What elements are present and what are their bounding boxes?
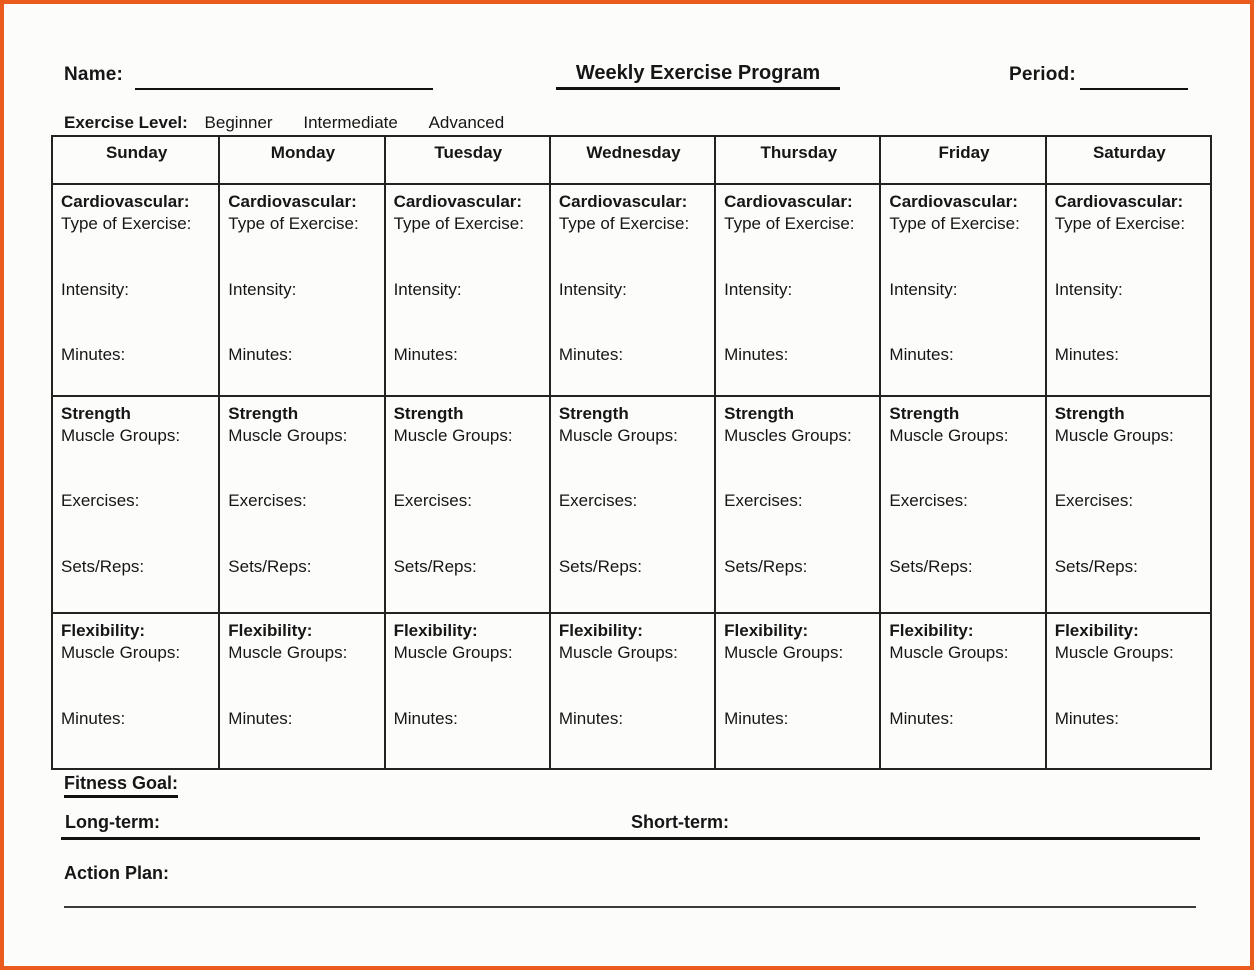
cardio-heading: Cardiovascular: <box>1054 192 1184 211</box>
day-column-monday <box>218 137 383 768</box>
period-label: Period: <box>1009 64 1076 85</box>
day-column-sunday <box>53 137 218 768</box>
strength-muscle-label: Muscles Groups: <box>724 426 852 445</box>
cardio-cell[interactable] <box>386 183 549 395</box>
cardio-type-label: Type of Exercise: <box>1054 214 1186 233</box>
cardio-type-label: Type of Exercise: <box>228 214 359 233</box>
strength-cell[interactable] <box>716 395 879 612</box>
fitness-goal-label <box>64 773 178 798</box>
strength-heading: Strength <box>61 404 131 423</box>
exercise-level-label: Exercise Level: <box>64 113 188 132</box>
action-plan-fill-in-line[interactable] <box>64 883 1196 908</box>
flexibility-minutes-label: Minutes: <box>228 709 293 728</box>
cardio-minutes-label: Minutes: <box>889 345 954 364</box>
strength-cell[interactable] <box>881 395 1044 612</box>
flexibility-heading: Flexibility: <box>1054 621 1139 640</box>
day-header <box>881 137 1044 183</box>
short-term-label: Short-term: <box>631 812 729 832</box>
name-fill-in-line[interactable] <box>135 64 433 90</box>
strength-muscle-label: Muscle Groups: <box>889 426 1009 445</box>
flexibility-heading: Flexibility: <box>558 621 643 640</box>
day-column-saturday <box>1045 137 1210 768</box>
cardio-cell[interactable] <box>1047 183 1210 395</box>
flexibility-minutes-label: Minutes: <box>1054 709 1119 728</box>
cardio-cell[interactable] <box>551 183 714 395</box>
day-label: Sunday <box>105 143 168 162</box>
flexibility-muscle-label: Muscle Groups: <box>724 643 844 662</box>
flexibility-cell[interactable] <box>716 612 879 768</box>
name-label: Name: <box>64 64 124 85</box>
flexibility-heading: Flexibility: <box>393 621 478 640</box>
exercise-level-row <box>64 113 504 133</box>
flexibility-minutes-label: Minutes: <box>393 709 458 728</box>
strength-exercises-label: Exercises: <box>1054 491 1134 510</box>
strength-exercises-label: Exercises: <box>393 491 472 510</box>
cardio-minutes-label: Minutes: <box>1054 345 1119 364</box>
strength-exercises-label: Exercises: <box>724 491 803 510</box>
flexibility-heading: Flexibility: <box>61 621 146 640</box>
cardio-intensity-label: Intensity: <box>558 280 627 299</box>
flexibility-minutes-label: Minutes: <box>61 709 126 728</box>
strength-cell[interactable] <box>53 395 218 612</box>
level-option-intermediate[interactable]: Intermediate <box>303 113 398 132</box>
cardio-heading: Cardiovascular: <box>393 192 523 211</box>
action-plan-label: Action Plan: <box>64 863 170 883</box>
strength-exercises-label: Exercises: <box>61 491 140 510</box>
strength-cell[interactable] <box>551 395 714 612</box>
strength-muscle-label: Muscle Groups: <box>61 426 181 445</box>
day-column-tuesday <box>384 137 549 768</box>
cardio-cell[interactable] <box>716 183 879 395</box>
flexibility-minutes-label: Minutes: <box>558 709 624 728</box>
strength-heading: Strength <box>724 404 795 423</box>
flexibility-cell[interactable] <box>1047 612 1210 768</box>
cardio-intensity-label: Intensity: <box>61 280 130 299</box>
strength-muscle-label: Muscle Groups: <box>393 426 513 445</box>
flexibility-muscle-label: Muscle Groups: <box>393 643 513 662</box>
day-label: Wednesday <box>586 143 681 162</box>
cardio-heading: Cardiovascular: <box>724 192 853 211</box>
day-column-friday <box>879 137 1044 768</box>
strength-sets-label: Sets/Reps: <box>1054 557 1138 576</box>
cardio-minutes-label: Minutes: <box>724 345 789 364</box>
cardio-minutes-label: Minutes: <box>228 345 293 364</box>
day-label: Friday <box>938 143 990 162</box>
flexibility-muscle-label: Muscle Groups: <box>61 643 181 662</box>
flexibility-muscle-label: Muscle Groups: <box>889 643 1009 662</box>
flexibility-muscle-label: Muscle Groups: <box>228 643 348 662</box>
period-fill-in-line[interactable] <box>1080 64 1188 90</box>
goals-fill-in-line[interactable] <box>61 804 1200 840</box>
flexibility-heading: Flexibility: <box>228 621 313 640</box>
cardio-type-label: Type of Exercise: <box>61 214 192 233</box>
strength-sets-label: Sets/Reps: <box>724 557 808 576</box>
cardio-heading: Cardiovascular: <box>228 192 357 211</box>
strength-sets-label: Sets/Reps: <box>889 557 973 576</box>
strength-heading: Strength <box>889 404 960 423</box>
cardio-intensity-label: Intensity: <box>1054 280 1123 299</box>
cardio-type-label: Type of Exercise: <box>724 214 855 233</box>
cardio-type-label: Type of Exercise: <box>558 214 690 233</box>
cardio-heading: Cardiovascular: <box>61 192 190 211</box>
day-column-thursday <box>714 137 879 768</box>
level-option-advanced[interactable]: Advanced <box>428 113 505 132</box>
strength-sets-label: Sets/Reps: <box>61 557 145 576</box>
level-option-beginner[interactable]: Beginner <box>204 113 273 132</box>
day-header <box>220 137 383 183</box>
day-label: Thursday <box>760 143 838 162</box>
day-label: Saturday <box>1092 143 1166 162</box>
strength-heading: Strength <box>558 404 629 423</box>
strength-exercises-label: Exercises: <box>228 491 307 510</box>
flexibility-minutes-label: Minutes: <box>889 709 954 728</box>
strength-cell[interactable] <box>1047 395 1210 612</box>
flexibility-cell[interactable] <box>53 612 218 768</box>
cardio-cell[interactable] <box>881 183 1044 395</box>
strength-exercises-label: Exercises: <box>889 491 968 510</box>
weekly-schedule-table <box>51 135 1212 770</box>
flexibility-cell[interactable] <box>386 612 549 768</box>
strength-sets-label: Sets/Reps: <box>393 557 477 576</box>
cardio-minutes-label: Minutes: <box>61 345 126 364</box>
cardio-heading: Cardiovascular: <box>889 192 1018 211</box>
cardio-minutes-label: Minutes: <box>558 345 624 364</box>
cardio-intensity-label: Intensity: <box>724 280 793 299</box>
flexibility-cell[interactable] <box>881 612 1044 768</box>
flexibility-cell[interactable] <box>220 612 383 768</box>
cardio-intensity-label: Intensity: <box>393 280 462 299</box>
strength-exercises-label: Exercises: <box>558 491 638 510</box>
cardio-type-label: Type of Exercise: <box>393 214 524 233</box>
fitness-goal-text: Fitness Goal: <box>64 773 178 798</box>
flexibility-cell[interactable] <box>551 612 714 768</box>
flexibility-muscle-label: Muscle Groups: <box>1054 643 1174 662</box>
strength-heading: Strength <box>228 404 299 423</box>
cardio-heading: Cardiovascular: <box>558 192 688 211</box>
cardio-cell[interactable] <box>220 183 383 395</box>
cardio-cell[interactable] <box>53 183 218 395</box>
strength-sets-label: Sets/Reps: <box>228 557 312 576</box>
strength-muscle-label: Muscle Groups: <box>558 426 678 445</box>
cardio-intensity-label: Intensity: <box>228 280 297 299</box>
day-header <box>1047 137 1210 183</box>
strength-heading: Strength <box>1054 404 1125 423</box>
strength-heading: Strength <box>393 404 464 423</box>
page-title: Weekly Exercise Program <box>556 62 840 90</box>
day-header <box>386 137 549 183</box>
flexibility-muscle-label: Muscle Groups: <box>558 643 678 662</box>
flexibility-heading: Flexibility: <box>724 621 809 640</box>
strength-muscle-label: Muscle Groups: <box>1054 426 1174 445</box>
strength-cell[interactable] <box>386 395 549 612</box>
day-header <box>716 137 879 183</box>
day-label: Monday <box>270 143 336 162</box>
day-column-wednesday <box>549 137 714 768</box>
flexibility-heading: Flexibility: <box>889 621 974 640</box>
day-header <box>53 137 218 183</box>
long-term-label: Long-term: <box>65 812 160 832</box>
strength-sets-label: Sets/Reps: <box>558 557 642 576</box>
cardio-type-label: Type of Exercise: <box>889 214 1020 233</box>
cardio-minutes-label: Minutes: <box>393 345 458 364</box>
flexibility-minutes-label: Minutes: <box>724 709 789 728</box>
day-header <box>551 137 714 183</box>
strength-muscle-label: Muscle Groups: <box>228 426 348 445</box>
cardio-intensity-label: Intensity: <box>889 280 958 299</box>
strength-cell[interactable] <box>220 395 383 612</box>
day-label: Tuesday <box>434 143 503 162</box>
